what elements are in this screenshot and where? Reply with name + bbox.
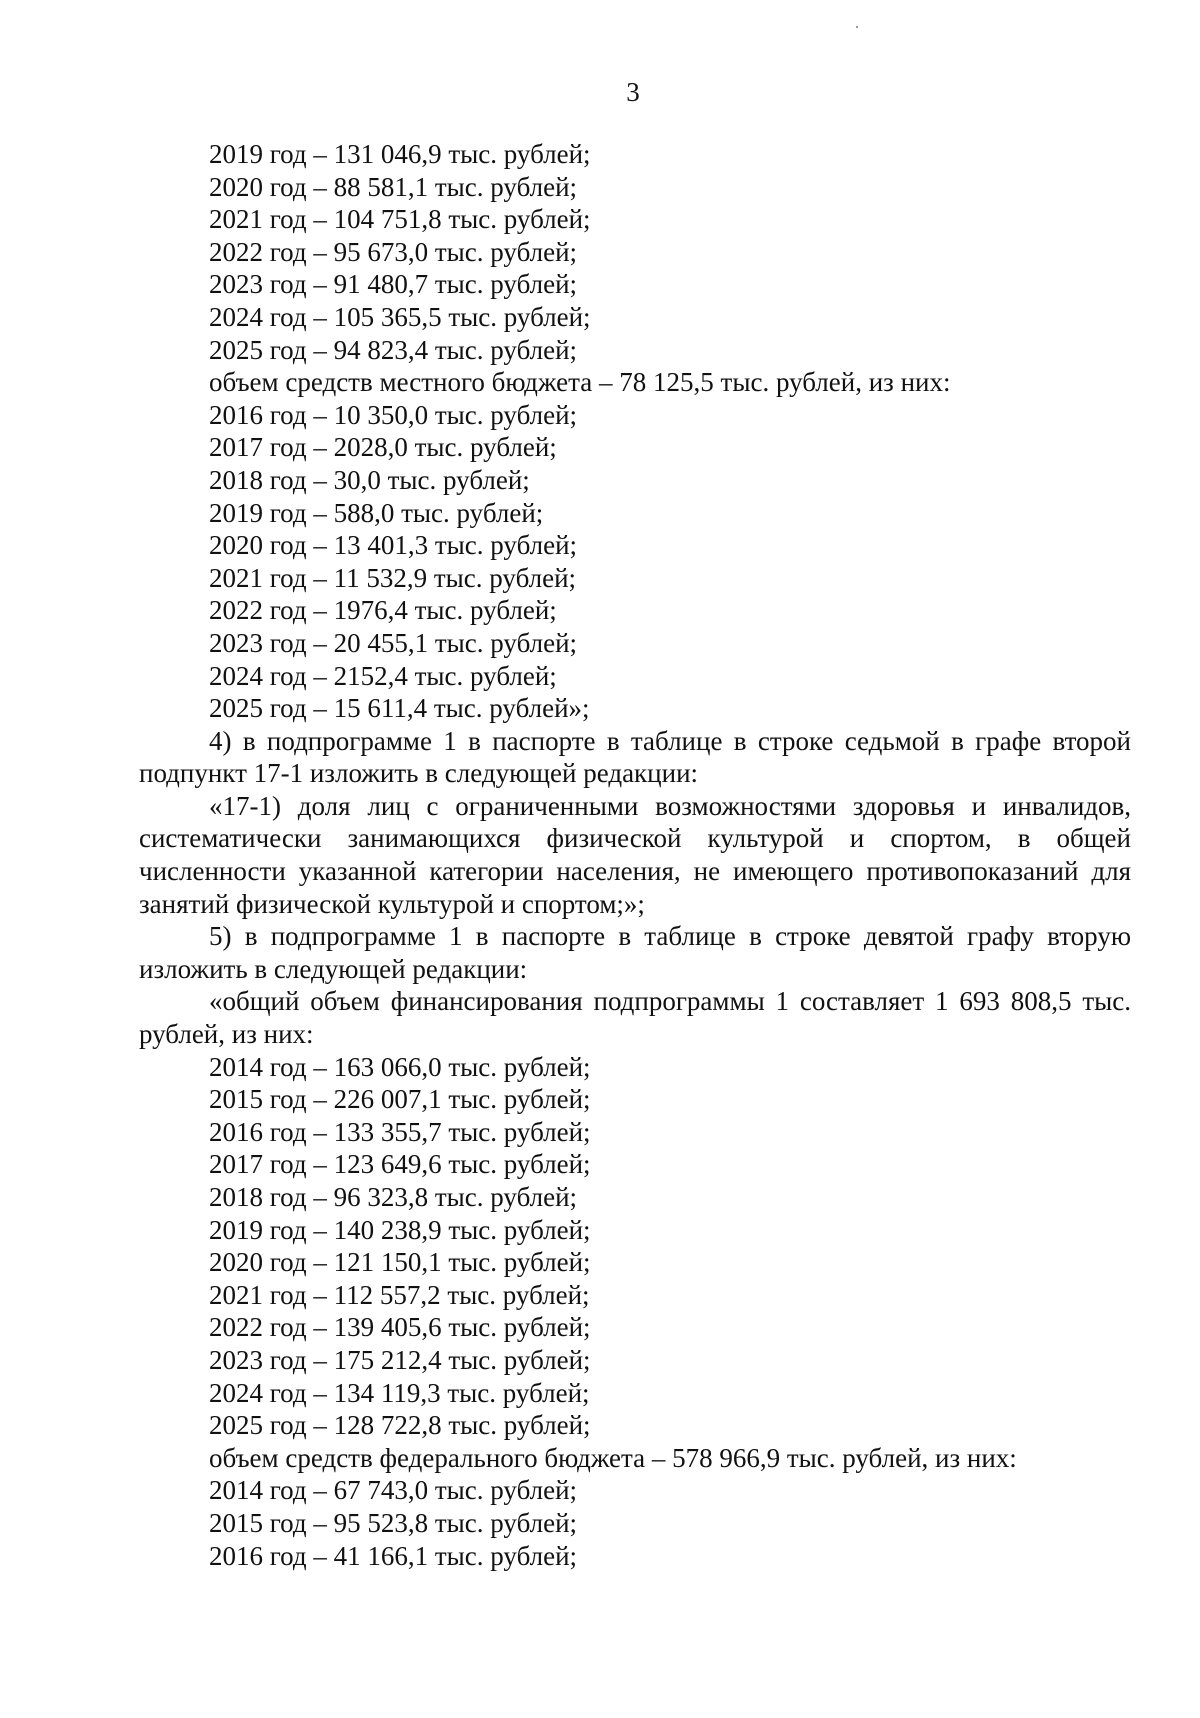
budget-line: 2015 год – 226 007,1 тыс. рублей;: [209, 1084, 591, 1115]
budget-line: 2019 год – 588,0 тыс. рублей;: [209, 497, 544, 528]
federal-budget-total: объем средств федерального бюджета – 578 966,9 тыс. рублей, из них:: [209, 1442, 1017, 1473]
budget-line: 2023 год – 91 480,7 тыс. рублей;: [209, 269, 578, 300]
page-number: 3: [626, 77, 640, 107]
budget-line: 2021 год – 11 532,9 тыс. рублей;: [209, 562, 577, 593]
budget-line: 2016 год – 10 350,0 тыс. рублей;: [209, 399, 578, 430]
budget-line: 2015 год – 95 523,8 тыс. рублей;: [209, 1507, 578, 1538]
budget-line: 2025 год – 94 823,4 тыс. рублей;: [209, 334, 578, 365]
budget-line: 2025 год – 128 722,8 тыс. рублей;: [209, 1410, 591, 1441]
scan-speck: [856, 26, 858, 28]
budget-line: 2023 год – 175 212,4 тыс. рублей;: [209, 1344, 591, 1375]
budget-line: 2019 год – 140 238,9 тыс. рублей;: [209, 1214, 591, 1245]
budget-line: 2024 год – 134 119,3 тыс. рублей;: [209, 1377, 590, 1408]
budget-line: 2024 год – 2152,4 тыс. рублей;: [209, 660, 557, 691]
subitem-17-1-text: «17-1) доля лиц с ограниченными возможностями здоровья и инвалидов, систематически занимающихся физической культурой и спортом, в общей численности указанной категории населения, не имеющего противопоказаний для занятий физической культурой и спортом;»;: [139, 790, 1131, 919]
financing-total-paragraph: «общий объем финансирования подпрограммы 1 составляет 1 693 808,5 тыс. рублей, из них:: [139, 986, 1131, 1050]
budget-line: 2022 год – 139 405,6 тыс. рублей;: [209, 1312, 591, 1343]
budget-line: 2020 год – 88 581,1 тыс. рублей;: [209, 171, 578, 202]
budget-line: 2017 год – 123 649,6 тыс. рублей;: [209, 1149, 591, 1180]
budget-line: 2020 год – 13 401,3 тыс. рублей;: [209, 530, 578, 561]
amendment-item-4: 4) в подпрограмме 1 в паспорте в таблице в строке седьмой в графе второй подпункт 17-1 изложить в следующей редакции:: [139, 725, 1131, 789]
budget-line: 2021 год – 104 751,8 тыс. рублей;: [209, 204, 591, 235]
budget-line: 2022 год – 95 673,0 тыс. рублей;: [209, 236, 578, 267]
budget-line: 2019 год – 131 046,9 тыс. рублей;: [209, 139, 591, 169]
budget-line: 2014 год – 163 066,0 тыс. рублей;: [209, 1051, 591, 1082]
budget-line: 2022 год – 1976,4 тыс. рублей;: [209, 595, 557, 626]
budget-line: 2018 год – 30,0 тыс. рублей;: [209, 464, 530, 495]
local-budget-total: объем средств местного бюджета – 78 125,5 тыс. рублей, из них:: [209, 367, 951, 398]
budget-line: 2020 год – 121 150,1 тыс. рублей;: [209, 1247, 591, 1278]
document-body: [139, 138, 1131, 1572]
amendment-item-5: 5) в подпрограмме 1 в паспорте в таблице в строке девятой графу вторую изложить в следующей редакции:: [139, 921, 1131, 984]
budget-line: 2018 год – 96 323,8 тыс. рублей;: [209, 1182, 578, 1212]
budget-line: 2021 год – 112 557,2 тыс. рублей;: [209, 1279, 590, 1310]
budget-line: 2023 год – 20 455,1 тыс. рублей;: [209, 627, 578, 658]
budget-line: 2017 год – 2028,0 тыс. рублей;: [209, 432, 557, 463]
budget-line: 2016 год – 41 166,1 тыс. рублей;: [209, 1540, 578, 1571]
budget-line: 2025 год – 15 611,4 тыс. рублей»;: [209, 693, 590, 724]
budget-line: 2024 год – 105 365,5 тыс. рублей;: [209, 301, 591, 332]
budget-line: 2014 год – 67 743,0 тыс. рублей;: [209, 1475, 578, 1506]
budget-line: 2016 год – 133 355,7 тыс. рублей;: [209, 1116, 591, 1147]
